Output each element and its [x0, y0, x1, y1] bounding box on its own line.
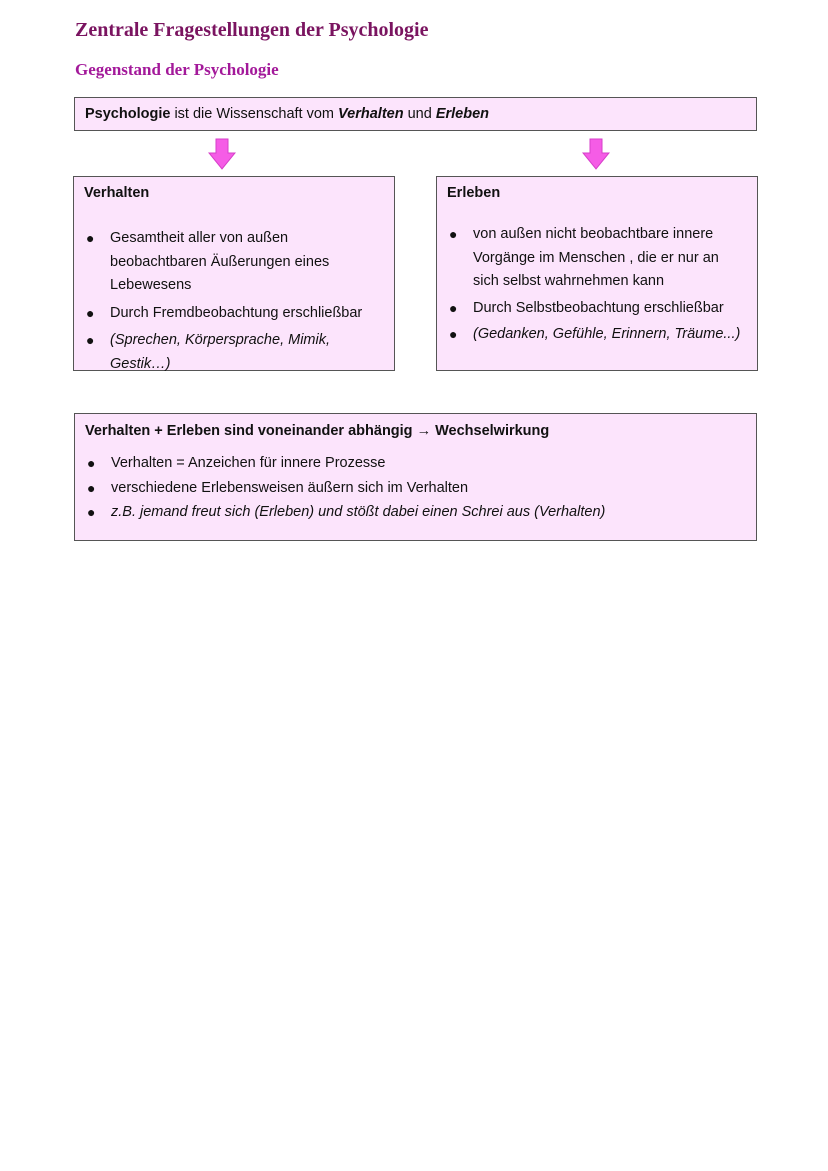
definition-word-erleben: Erleben	[435, 106, 490, 122]
list-item	[447, 297, 747, 321]
arrow-down-icon	[582, 138, 610, 170]
list-item-text: von außen nicht beobachtbare innere Vorgänge im Menschen , die er nur an sich selbst wahrnehmen kann	[473, 226, 719, 289]
definition-term: Psychologie	[85, 106, 171, 122]
list-item-text: Verhalten = Anzeichen für innere Prozesse	[111, 455, 386, 471]
page-title: Zentrale Fragestellungen der Psychologie	[75, 19, 429, 41]
summary-list	[85, 451, 746, 525]
bullet-dot: ●	[86, 332, 95, 348]
bullet-dot: ●	[86, 230, 95, 246]
arrow-down-icon	[208, 138, 236, 170]
list-item-text: z.B. jemand freut sich (Erleben) und stößt dabei einen Schrei aus (Verhalten)	[111, 504, 606, 520]
list-item-text: (Gedanken, Gefühle, Erinnern, Träume...)	[473, 326, 741, 342]
bullet-dot: ●	[87, 455, 96, 471]
list-item-text: Gesamtheit aller von außen beobachtbaren Äußerungen eines Lebewesens	[110, 230, 330, 293]
list-item	[447, 323, 747, 347]
list-item	[84, 302, 384, 326]
summary-heading: Verhalten + Erleben sind voneinander abhängig → Wechselwirkung	[85, 423, 550, 439]
bullet-dot: ●	[449, 326, 458, 342]
section-subtitle: Gegenstand der Psychologie	[75, 60, 279, 79]
list-item	[84, 329, 384, 376]
definition-box	[74, 97, 757, 131]
list-item	[447, 223, 747, 294]
verhalten-box	[73, 176, 395, 371]
verhalten-list	[84, 227, 384, 376]
bullet-dot: ●	[87, 504, 96, 520]
list-item	[85, 500, 746, 525]
erleben-list	[447, 223, 747, 347]
definition-word-verhalten: Verhalten	[338, 106, 404, 122]
erleben-box	[436, 176, 758, 371]
list-item-text: verschiedene Erlebensweisen äußern sich im Verhalten	[111, 479, 469, 496]
verhalten-heading: Verhalten	[84, 185, 150, 201]
list-item	[84, 227, 384, 298]
list-item-text: (Sprechen, Körpersprache, Mimik, Gestik…)	[110, 332, 330, 372]
definition-text: ist die Wissenschaft vom	[170, 106, 339, 122]
list-item-text: Durch Fremdbeobachtung erschließbar	[110, 304, 363, 321]
bullet-dot: ●	[86, 304, 95, 321]
bullet-dot: ●	[449, 226, 458, 242]
bullet-dot: ●	[449, 299, 458, 316]
bullet-dot: ●	[87, 479, 96, 496]
list-item	[85, 451, 746, 476]
erleben-heading: Erleben	[447, 185, 501, 201]
definition-conjunction: und	[403, 106, 436, 122]
list-item-text: Durch Selbstbeobachtung erschließbar	[473, 299, 724, 316]
summary-box	[74, 413, 757, 541]
list-item	[85, 476, 746, 501]
